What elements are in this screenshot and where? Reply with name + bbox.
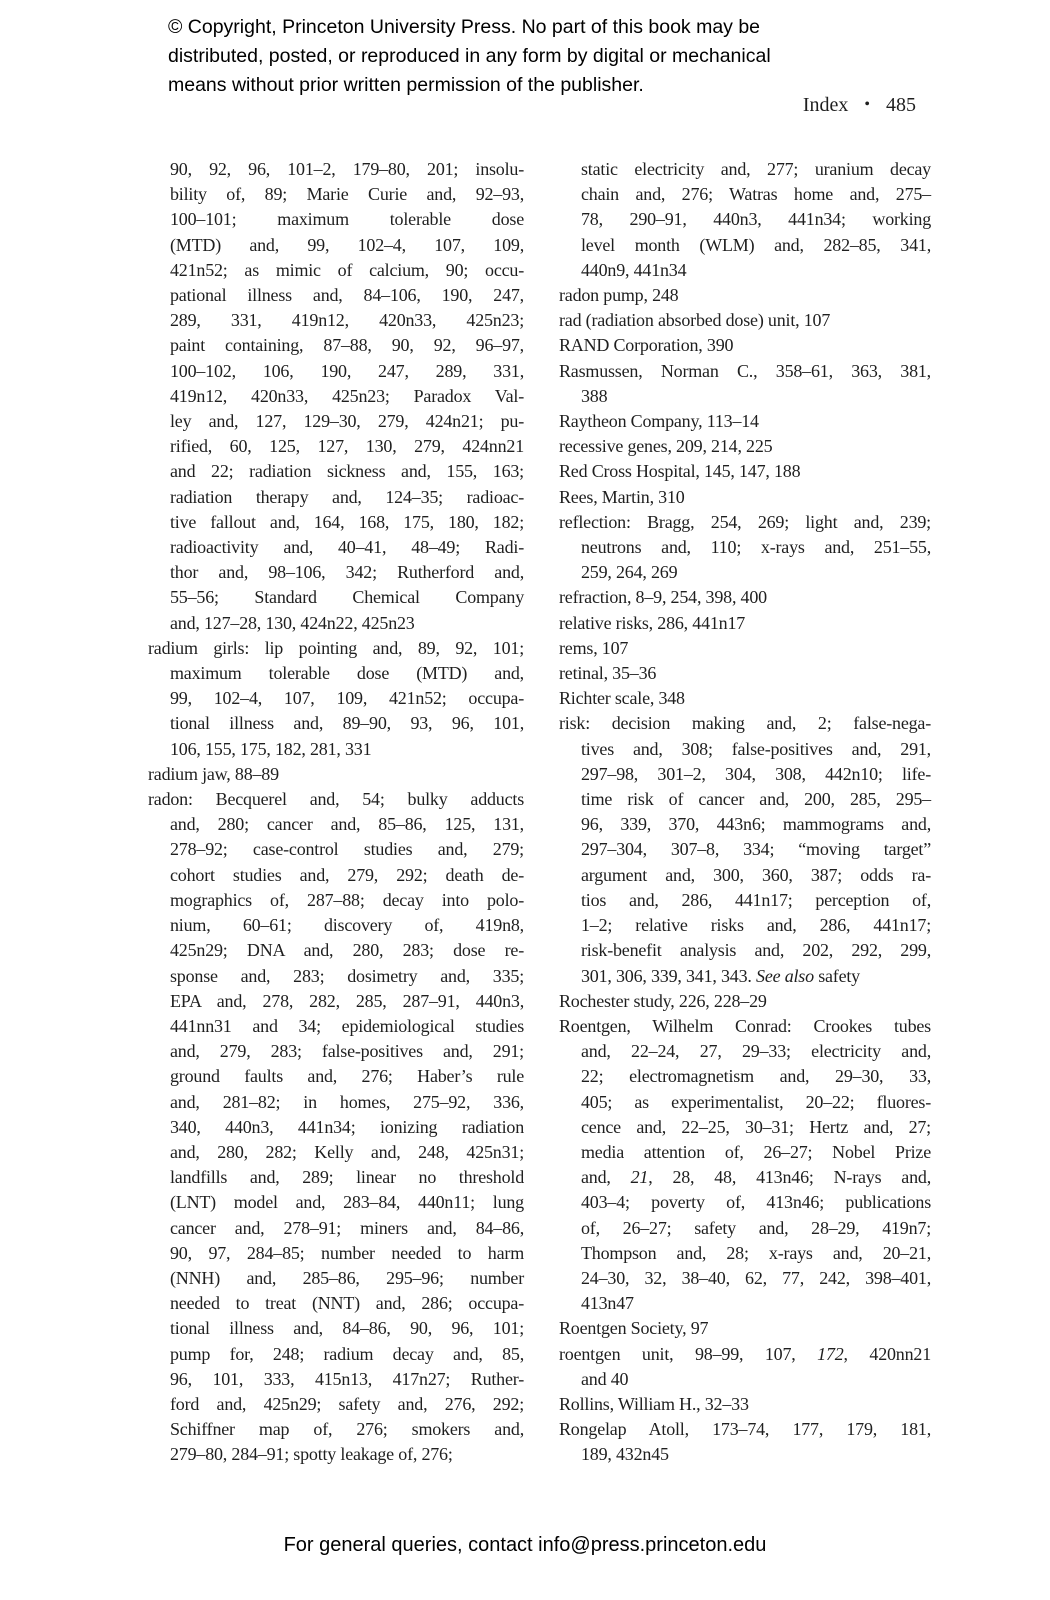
index-line: paint containing, 87–88, 90, 92, 96–97, [170, 335, 524, 356]
index-entry [559, 1417, 931, 1467]
bullet-separator: • [864, 96, 870, 113]
index-line: (NNH) and, 285–86, 295–96; number [170, 1267, 524, 1288]
index-line: and, 281–82; in homes, 275–92, 336, [170, 1091, 524, 1112]
index-line: and, 279, 283; false-positives and, 291; [170, 1041, 524, 1062]
index-line: 403–4; poverty of, 413n46; publications [581, 1192, 931, 1213]
index-line: time risk of cancer and, 200, 285, 295– [581, 789, 931, 810]
index-column-right [559, 157, 931, 1468]
index-line: radiation therapy and, 124–35; radioac- [170, 486, 524, 507]
index-line: 419n12, 420n33, 425n23; Paradox Val- [170, 385, 524, 406]
index-line: tional illness and, 84–86, 90, 96, 101; [170, 1318, 524, 1339]
index-line: Rollins, William H., 32–33 [559, 1393, 749, 1414]
index-line: radon: Becquerel and, 54; bulky adducts [148, 789, 524, 810]
index-line: and, 22–24, 27, 29–33; electricity and, [581, 1041, 931, 1062]
copyright-notice [168, 13, 771, 100]
index-line: and, 127–28, 130, 424n22, 425n23 [170, 612, 415, 633]
index-line: rems, 107 [559, 637, 629, 658]
index-line: and, 280; cancer and, 85–86, 125, 131, [170, 814, 524, 835]
index-line: 99, 102–4, 107, 109, 421n52; occupa- [170, 688, 524, 709]
index-entry-continuation [559, 157, 931, 283]
index-line: 100–102, 106, 190, 247, 289, 331, [170, 360, 524, 381]
index-line: 440n9, 441n34 [581, 259, 687, 280]
index-entry [559, 359, 931, 409]
index-entry [559, 1342, 931, 1392]
index-line: and, 280, 282; Kelly and, 248, 425n31; [170, 1141, 524, 1162]
index-line: 405; as experimentalist, 20–22; fluores- [581, 1091, 931, 1112]
index-line: retinal, 35–36 [559, 663, 657, 684]
index-line: Rongelap Atoll, 173–74, 177, 179, 181, [559, 1419, 931, 1440]
index-entry [559, 989, 931, 1014]
copyright-line: distributed, posted, or reproduced in any form by digital or mechanical [168, 45, 771, 67]
index-line: recessive genes, 209, 214, 225 [559, 436, 773, 457]
index-line: Richter scale, 348 [559, 688, 685, 709]
index-line: of, 26–27; safety and, 28–29, 419n7; [581, 1217, 931, 1238]
index-line: 340, 440n3, 441n34; ionizing radiation [170, 1116, 524, 1137]
index-line: and 40 [581, 1368, 629, 1389]
index-line: Thompson and, 28; x-rays and, 20–21, [581, 1242, 931, 1263]
index-line: tios and, 286, 441n17; perception of, [581, 889, 931, 910]
index-line: 425n29; DNA and, 280, 283; dose re- [170, 940, 524, 961]
index-line: tive fallout and, 164, 168, 175, 180, 182; [170, 511, 524, 532]
running-head-page-number: 485 [886, 94, 916, 116]
index-line: 441nn31 and 34; epidemiological studies [170, 1015, 524, 1036]
index-line: EPA and, 278, 282, 285, 287–91, 440n3, [170, 990, 524, 1011]
index-entry [559, 459, 931, 484]
index-line: reflection: Bragg, 254, 269; light and, 239; [559, 511, 931, 532]
index-line: argument and, 300, 360, 387; odds ra- [581, 864, 931, 885]
index-line: 289, 331, 419n12, 420n33, 425n23; [170, 310, 524, 331]
index-line: RAND Corporation, 390 [559, 335, 734, 356]
page-footer: For general queries, contact info@press.princeton.edu [283, 1534, 767, 1556]
index-entry-continuation [148, 157, 524, 636]
index-line: chain and, 276; Watras home and, 275– [581, 184, 931, 205]
index-entry [559, 661, 931, 686]
index-line: rad (radiation absorbed dose) unit, 107 [559, 310, 831, 331]
index-entry [559, 711, 931, 988]
index-line: refraction, 8–9, 254, 398, 400 [559, 587, 767, 608]
index-line: pational illness and, 84–106, 190, 247, [170, 285, 524, 306]
index-line: (LNT) model and, 283–84, 440n11; lung [170, 1192, 524, 1213]
index-line: ford and, 425n29; safety and, 276, 292; [170, 1393, 524, 1414]
index-line: Rochester study, 226, 228–29 [559, 990, 767, 1011]
index-column-left [148, 157, 524, 1468]
index-line: relative risks, 286, 441n17 [559, 612, 746, 633]
index-entry [559, 434, 931, 459]
index-line: 22; electromagnetism and, 29–30, 33, [581, 1066, 931, 1087]
index-line: 388 [581, 385, 608, 406]
index-entry [559, 1392, 931, 1417]
index-line: media attention of, 26–27; Nobel Prize [581, 1141, 931, 1162]
index-line: cence and, 22–25, 30–31; Hertz and, 27; [581, 1116, 931, 1137]
index-line: 90, 97, 284–85; number needed to harm [170, 1242, 524, 1263]
index-line: and, 21, 28, 48, 413n46; N-rays and, [581, 1167, 931, 1188]
running-head-title: Index [802, 94, 849, 116]
index-line: 279–80, 284–91; spotty leakage of, 276; [170, 1444, 453, 1465]
index-line: risk: decision making and, 2; false-nega- [559, 713, 931, 734]
index-line: 297–304, 307–8, 334; “moving target” [581, 839, 931, 860]
index-line: and 22; radiation sickness and, 155, 163; [170, 461, 524, 482]
index-line: Schiffner map of, 276; smokers and, [170, 1419, 524, 1440]
index-entry [559, 585, 931, 610]
index-line: 297–98, 301–2, 304, 308, 442n10; life- [581, 763, 931, 784]
index-line: radium girls: lip pointing and, 89, 92, 101; [148, 637, 524, 658]
index-line: 421n52; as mimic of calcium, 90; occu- [170, 259, 524, 280]
index-line: bility of, 89; Marie Curie and, 92–93, [170, 184, 524, 205]
index-entry [559, 1316, 931, 1341]
running-head [0, 94, 916, 117]
index-line: 100–101; maximum tolerable dose [170, 209, 524, 230]
index-line: tives and, 308; false-positives and, 291, [581, 738, 931, 759]
index-entry [559, 283, 931, 308]
index-line: neutrons and, 110; x-rays and, 251–55, [581, 537, 931, 558]
index-line: Roentgen, Wilhelm Conrad: Crookes tubes [559, 1015, 931, 1036]
index-line: landfills and, 289; linear no threshold [170, 1167, 524, 1188]
index-line: cancer and, 278–91; miners and, 84–86, [170, 1217, 524, 1238]
index-line: Red Cross Hospital, 145, 147, 188 [559, 461, 801, 482]
index-line: nium, 60–61; discovery of, 419n8, [170, 915, 524, 936]
index-line: Rees, Martin, 310 [559, 486, 685, 507]
index-line: Roentgen Society, 97 [559, 1318, 709, 1339]
copyright-line: means without prior written permission of the publisher. [168, 74, 644, 96]
index-line: sponse and, 283; dosimetry and, 335; [170, 965, 524, 986]
index-line: 259, 264, 269 [581, 562, 678, 583]
index-line: 55–56; Standard Chemical Company [170, 587, 524, 608]
index-line: pump for, 248; radium decay and, 85, [170, 1343, 524, 1364]
index-line: Raytheon Company, 113–14 [559, 411, 759, 432]
index-line: 106, 155, 175, 182, 281, 331 [170, 738, 372, 759]
index-line: 1–2; relative risks and, 286, 441n17; [581, 915, 931, 936]
index-line: cohort studies and, 279, 292; death de- [170, 864, 524, 885]
index-line: 278–92; case-control studies and, 279; [170, 839, 524, 860]
index-line: 24–30, 32, 38–40, 62, 77, 242, 398–401, [581, 1267, 931, 1288]
index-line: tional illness and, 89–90, 93, 96, 101, [170, 713, 524, 734]
index-line: radon pump, 248 [559, 285, 679, 306]
index-line: 189, 432n45 [581, 1444, 669, 1465]
index-entry [148, 762, 524, 787]
index-line: radium jaw, 88–89 [148, 763, 279, 784]
index-line: 301, 306, 339, 341, 343. See also safety [581, 965, 860, 986]
index-line: rified, 60, 125, 127, 130, 279, 424nn21 [170, 436, 524, 457]
index-line: mographics of, 287–88; decay into polo- [170, 889, 524, 910]
index-line: needed to treat (NNT) and, 286; occupa- [170, 1293, 524, 1314]
index-line: 413n47 [581, 1293, 634, 1314]
index-line: radioactivity and, 40–41, 48–49; Radi- [170, 537, 524, 558]
index-line: static electricity and, 277; uranium decay [581, 159, 931, 179]
index-line: maximum tolerable dose (MTD) and, [170, 663, 524, 684]
index-entry [559, 485, 931, 510]
index-line: level month (WLM) and, 282–85, 341, [581, 234, 931, 255]
index-entry [559, 308, 931, 333]
index-entry [559, 636, 931, 661]
copyright-line: © Copyright, Princeton University Press. No part of this book may be [168, 16, 761, 38]
index-line: (MTD) and, 99, 102–4, 107, 109, [170, 234, 524, 255]
index-line: Rasmussen, Norman C., 358–61, 363, 381, [559, 360, 931, 381]
index-line: 78, 290–91, 440n3, 441n34; working [581, 209, 931, 230]
index-line: 90, 92, 96, 101–2, 179–80, 201; insolu- [170, 159, 524, 179]
index-line: roentgen unit, 98–99, 107, 172, 420nn21 [559, 1343, 932, 1364]
index-entry [559, 1014, 931, 1316]
index-line: 96, 101, 333, 415n13, 417n27; Ruther- [170, 1368, 524, 1389]
index-line: ground faults and, 276; Haber’s rule [170, 1066, 524, 1087]
index-entry [559, 686, 931, 711]
index-entry [559, 510, 931, 586]
index-line: risk-benefit analysis and, 202, 292, 299, [581, 940, 931, 961]
index-entry [559, 409, 931, 434]
index-line: 96, 339, 370, 443n6; mammograms and, [581, 814, 931, 835]
index-entry [148, 636, 524, 762]
index-entry [148, 787, 524, 1467]
index-entry [559, 611, 931, 636]
index-line: ley and, 127, 129–30, 279, 424n21; pu- [170, 411, 524, 432]
index-line: thor and, 98–106, 342; Rutherford and, [170, 562, 524, 583]
index-entry [559, 333, 931, 358]
